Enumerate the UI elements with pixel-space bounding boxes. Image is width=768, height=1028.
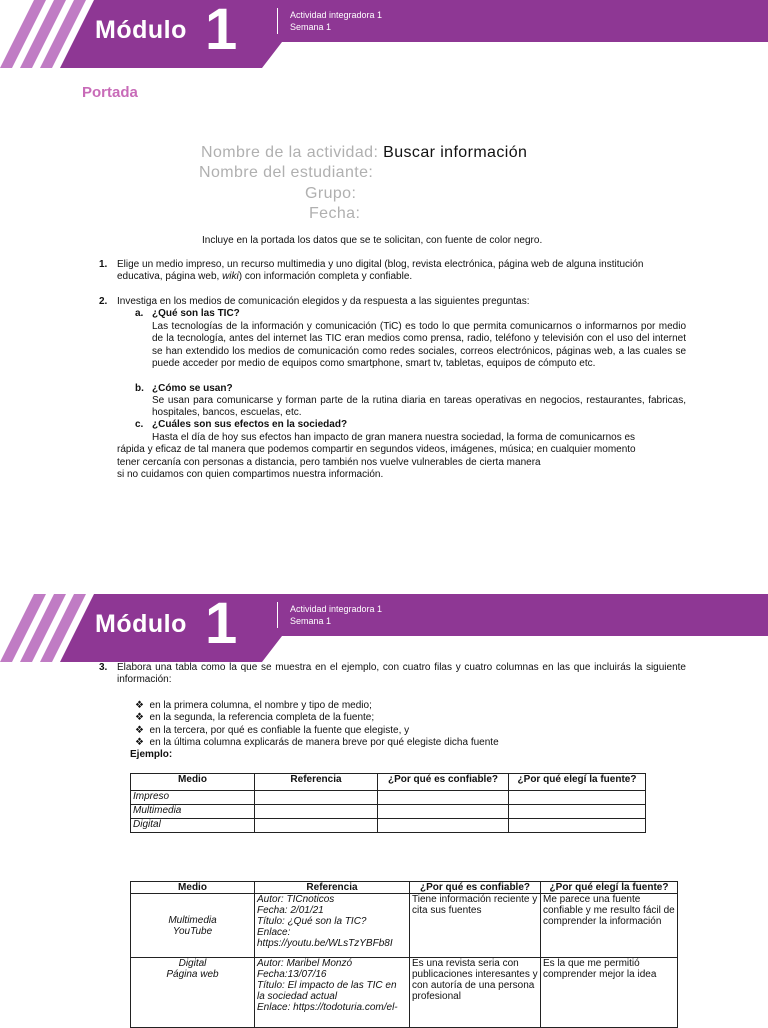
answer-a: Las tecnologías de la información y comunicación (TiC) es todo lo que permita comunicarnos o informarnos por medio de la tecnología, antes del internet las TIC eran medios como prensa, radio, teléfono y televisión con el uso del internet se han extendido los medios de comunicación como redes sociales, correos electrónicos, páginas web, a las cuales se puede acceder por medio de equipos como smartphone, smart tv, tabletas, equipos de cómputo etc. [152, 321, 686, 370]
question-b-label: b. [135, 383, 144, 394]
activity-name-label: Nombre de la actividad: [201, 144, 379, 161]
diamond-bullet-icon: ❖ [135, 700, 144, 711]
ref-line: Fecha: 2/01/21 [257, 905, 324, 916]
header-divider [277, 602, 278, 628]
table-row [131, 819, 646, 833]
question-a-label: a. [135, 308, 144, 319]
ref-line: Enlace: https://todoturia.com/el- [257, 1002, 398, 1013]
table-cell-eleccion: Es la que me permitió comprender mejor la idea [541, 958, 678, 1028]
item3-number: 3. [99, 662, 108, 673]
item1-text-wiki: wiki [222, 271, 239, 283]
bullet-list [135, 700, 499, 750]
item1-text [117, 259, 687, 284]
example-table [130, 773, 646, 833]
table-row [131, 791, 646, 805]
bullet-text: en la primera columna, el nombre y tipo de medio; [149, 700, 372, 711]
item2-text: Investiga en los medios de comunicación elegidos y da respuesta a las siguientes preguntas: [117, 296, 530, 307]
column-header: ¿Por qué es confiable? [410, 882, 541, 894]
answer-c-line4: si no cuidamos con quien compartimos nuestra información. [117, 469, 384, 480]
header-banner-page2 [0, 591, 768, 662]
question-b: ¿Cómo se usan? [152, 383, 233, 394]
diamond-bullet-icon: ❖ [135, 712, 144, 724]
table-cell-medio [131, 894, 255, 958]
diamond-bullet-icon: ❖ [135, 737, 144, 749]
week-label: Semana 1 [290, 616, 332, 626]
medio-name: Página web [166, 969, 219, 980]
answer-c-line3: tener cercanía con personas a distancia, pero también nos vuelve vulnerables de cierta manera [117, 457, 541, 468]
column-header: ¿Por qué elegí la fuente? [541, 882, 678, 894]
list-item [135, 700, 499, 712]
question-c-label: c. [135, 419, 144, 430]
ref-line: Título: El impacto de las TIC en la sociedad actual [257, 980, 397, 1002]
module-label: Módulo [95, 610, 187, 638]
table-cell-confiable: Es una revista seria con publicaciones interesantes y con autoría de una persona profesional [410, 958, 541, 1028]
intro-text: Incluye en la portada los datos que se te solicitan, con fuente de color negro. [202, 235, 543, 246]
bullet-text: en la tercera, por qué es confiable la fuente que elegiste, y [149, 724, 410, 736]
header-banner [0, 0, 768, 68]
ref-line: Enlace: [257, 927, 291, 938]
column-header: ¿Por qué es confiable? [378, 774, 509, 791]
ref-line: https://youtu.be/WLsTzYBFb8I [257, 938, 393, 949]
table-cell-medio [131, 958, 255, 1028]
medio-name: YouTube [172, 925, 213, 937]
table-cell: Digital [131, 819, 255, 833]
answer-c-line2: rápida y eficaz de tal manera que podemos compartir en segundos videos, imágenes, música; en cualquier momento [117, 444, 636, 455]
ref-line: Autor: TICnoticos [257, 894, 335, 905]
section-title: Portada [82, 84, 138, 101]
ref-line: Autor: Maribel Monzó [257, 958, 353, 969]
table-cell: Multimedia [131, 805, 255, 819]
activity-name-value: Buscar información [383, 144, 528, 161]
list-item [135, 712, 499, 724]
table-cell-eleccion: Me parece una fuente confiable y me resulto fácil de comprender la información [541, 894, 678, 958]
example-label: Ejemplo: [130, 749, 173, 760]
column-header: ¿Por qué elegí la fuente? [509, 774, 646, 791]
list-item [135, 737, 499, 749]
table-cell-referencia [255, 958, 410, 1028]
question-a: ¿Qué son las TIC? [152, 308, 240, 319]
item3-text: Elabora una tabla como la que se muestra en el ejemplo, con cuatro filas y cuatro columnas en las que incluirás la siguiente información: [117, 662, 686, 686]
header-divider [277, 8, 278, 34]
week-label: Semana 1 [290, 22, 332, 32]
ref-line: Título: ¿Qué son la TIC? [257, 916, 367, 927]
column-header: Referencia [255, 774, 378, 791]
column-header: Referencia [255, 882, 410, 894]
activity-name-field [201, 144, 527, 162]
medio-type: Digital [178, 958, 207, 969]
table-row [131, 894, 678, 958]
item2-number: 2. [99, 296, 108, 307]
module-label: Módulo [95, 16, 187, 44]
table-header-row [131, 882, 678, 894]
item1-number: 1. [99, 259, 108, 270]
bullet-text: en la segunda, la referencia completa de la fuente; [149, 712, 375, 724]
table-row [131, 958, 678, 1028]
table-row [131, 805, 646, 819]
answer-b: Se usan para comunicarse y forman parte de la rutina diaria en tareas operativas en negocios, restaurantes, fabricas, hospitales, bancos, escuelas, etc. [152, 395, 686, 419]
diamond-bullet-icon: ❖ [135, 724, 144, 736]
student-name-label: Nombre del estudiante: [199, 164, 374, 181]
item1-text-b: ) con información completa y confiable. [238, 271, 413, 283]
activity-title: Actividad integradora 1 [290, 10, 383, 20]
answer-c-line1: Hasta el día de hoy sus efectos han impacto de gran manera nuestra sociedad, la forma de comunicarnos es [152, 432, 636, 443]
table-cell-confiable: Tiene información reciente y cita sus fuentes [410, 894, 541, 958]
column-header: Medio [131, 774, 255, 791]
module-number: 1 [205, 591, 238, 656]
activity-title: Actividad integradora 1 [290, 604, 383, 614]
table-cell-referencia [255, 894, 410, 958]
group-label: Grupo: [305, 185, 357, 202]
table-cell: Impreso [131, 791, 255, 805]
module-number: 1 [205, 0, 238, 62]
item1-text-a: Elige un medio impreso, un recurso multimedia y uno digital (blog, revista electrónica, página web de alguna institución educativa, página web, [117, 259, 644, 283]
answer-table [130, 881, 678, 1028]
table-header-row [131, 774, 646, 791]
question-c: ¿Cuáles son sus efectos en la sociedad? [152, 419, 348, 430]
date-label: Fecha: [309, 205, 361, 222]
bullet-text: en la última columna explicarás de manera breve por qué elegiste dicha fuente [149, 737, 499, 749]
list-item [135, 725, 499, 737]
ref-line: Fecha:13/07/16 [257, 969, 327, 980]
column-header: Medio [131, 882, 255, 894]
medio-type: Multimedia [168, 914, 217, 926]
